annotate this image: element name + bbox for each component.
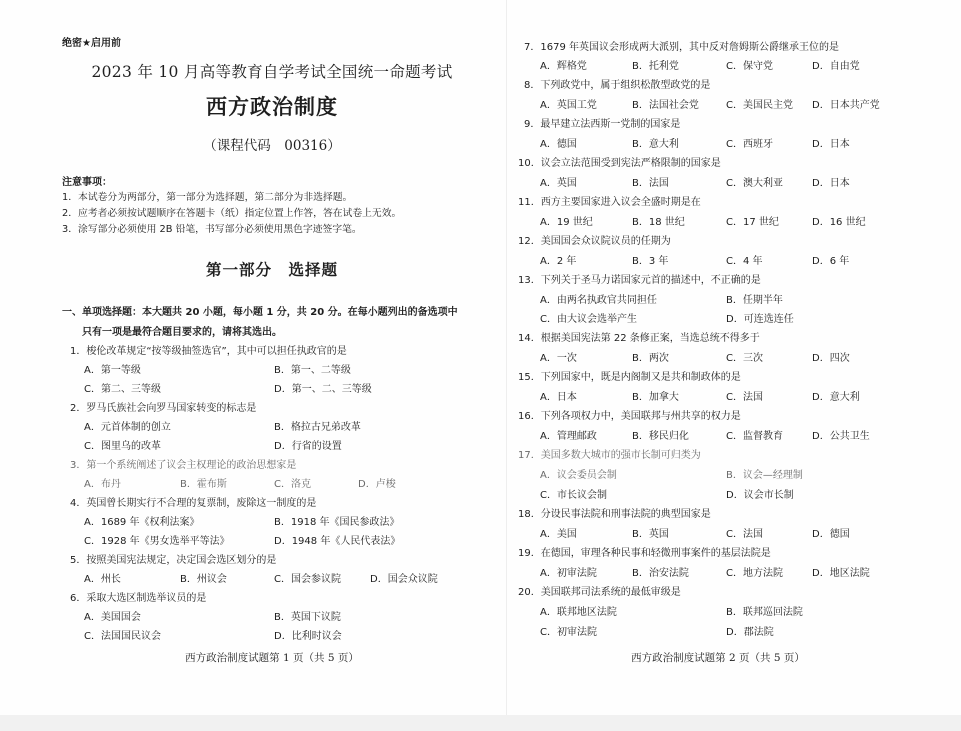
- question-20: 20．美国联邦司法系统的最低审级是: [518, 587, 681, 598]
- option-c: C．保守党: [726, 61, 773, 72]
- option-c: C．国会参议院: [274, 574, 341, 585]
- confidential-label: 绝密★启用前: [62, 38, 121, 49]
- option-a: A．州长: [84, 574, 121, 585]
- option-a: A．美国: [540, 529, 577, 540]
- option-a: A．第一等级: [84, 365, 141, 376]
- option-c: C．法国: [726, 392, 763, 403]
- question-4: 4．英国曾长期实行不合理的复票制，废除这一制度的是: [70, 498, 317, 509]
- notice-item: 1．本试卷分为两部分，第一部分为选择题，第二部分为非选择题。: [62, 192, 353, 203]
- option-a: A．管理邮政: [540, 431, 597, 442]
- option-b: B．任期半年: [726, 295, 783, 306]
- option-c: C．由大议会选举产生: [540, 314, 637, 325]
- exam-title: 2023 年 10 月高等教育自学考试全国统一命题考试: [91, 63, 453, 81]
- subject-title: 西方政治制度: [206, 95, 338, 119]
- option-c: C．初审法院: [540, 627, 597, 638]
- option-d: D．可连选连任: [726, 314, 794, 325]
- question-18: 18．分设民事法院和刑事法院的典型国家是: [518, 509, 711, 520]
- option-c: C．洛克: [274, 479, 311, 490]
- option-a: A．由两名执政官共同担任: [540, 295, 657, 306]
- question-9: 9．最早建立法西斯一党制的国家是: [524, 119, 681, 130]
- question-6: 6．采取大选区制选举议员的是: [70, 593, 207, 604]
- option-c: C．1928 年《男女选举平等法》: [84, 536, 230, 547]
- option-b: B．英国下议院: [274, 612, 341, 623]
- option-b: B．州议会: [180, 574, 227, 585]
- option-d: D．国会众议院: [370, 574, 438, 585]
- question-8: 8．下列政党中，属于组织松散型政党的是: [524, 80, 711, 91]
- option-a: A．初审法院: [540, 568, 597, 579]
- option-c: C．17 世纪: [726, 217, 779, 228]
- question-1: 1．梭伦改革规定“按等级抽签选官”，其中可以担任执政官的是: [70, 346, 347, 357]
- option-d: D．日本: [812, 178, 850, 189]
- option-a: A．德国: [540, 139, 577, 150]
- option-b: B．法国: [632, 178, 669, 189]
- option-a: A．1689 年《权利法案》: [84, 517, 200, 528]
- option-b: B．第一、二等级: [274, 365, 351, 376]
- option-a: A．美国国会: [84, 612, 141, 623]
- option-b: B．联邦巡回法院: [726, 607, 803, 618]
- question-11: 11．西方主要国家进入议会全盛时期是在: [518, 197, 701, 208]
- page-footer: 西方政治制度试题第 2 页（共 5 页）: [631, 652, 805, 664]
- option-a: A．19 世纪: [540, 217, 593, 228]
- option-d: D．卢梭: [358, 479, 396, 490]
- question-16: 16．下列各项权力中，美国联邦与州共享的权力是: [518, 411, 741, 422]
- option-c: C．4 年: [726, 256, 763, 267]
- option-d: D．自由党: [812, 61, 860, 72]
- question-13: 13．下列关于圣马力诺国家元首的描述中，不正确的是: [518, 275, 761, 286]
- page-footer: 西方政治制度试题第 1 页（共 5 页）: [185, 652, 359, 664]
- question-3: 3．第一个系统阐述了议会主权理论的政治思想家是: [70, 460, 297, 471]
- option-c: C．法国: [726, 529, 763, 540]
- option-a: A．辉格党: [540, 61, 587, 72]
- option-d: D．1948 年《人民代表法》: [274, 536, 401, 547]
- question-15: 15．下列国家中，既是内阁制又是共和制政体的是: [518, 372, 741, 383]
- option-a: A．布丹: [84, 479, 121, 490]
- option-b: B．两次: [632, 353, 669, 364]
- option-c: C．市长议会制: [540, 490, 607, 501]
- option-b: B．移民归化: [632, 431, 689, 442]
- option-c: C．三次: [726, 353, 763, 364]
- question-12: 12．美国国会众议院议员的任期为: [518, 236, 671, 247]
- option-c: C．图里乌的改革: [84, 441, 161, 452]
- option-c: C．西班牙: [726, 139, 773, 150]
- option-a: A．英国工党: [540, 100, 597, 111]
- option-d: D．第一、二、三等级: [274, 384, 372, 395]
- option-b: B．3 年: [632, 256, 669, 267]
- option-b: B．18 世纪: [632, 217, 685, 228]
- notice-item: 2．应考者必须按试题顺序在答题卡（纸）指定位置上作答，答在试卷上无效。: [62, 208, 402, 219]
- option-d: D．郡法院: [726, 627, 774, 638]
- option-c: C．美国民主党: [726, 100, 793, 111]
- option-c: C．法国国民议会: [84, 631, 161, 642]
- option-b: B．1918 年《国民参政法》: [274, 517, 400, 528]
- option-a: A．2 年: [540, 256, 577, 267]
- option-a: A．议会委员会制: [540, 470, 617, 481]
- option-d: D．地区法院: [812, 568, 870, 579]
- option-b: B．加拿大: [632, 392, 679, 403]
- notice-item: 3．涂写部分必须使用 2B 铅笔，书写部分必须使用黑色字迹签字笔。: [62, 224, 362, 235]
- course-code: （课程代码 00316）: [203, 138, 341, 154]
- option-d: D．意大利: [812, 392, 860, 403]
- option-d: D．德国: [812, 529, 850, 540]
- question-19: 19．在德国，审理各种民事和轻微刑事案件的基层法院是: [518, 548, 771, 559]
- option-b: B．意大利: [632, 139, 679, 150]
- option-a: A．英国: [540, 178, 577, 189]
- question-2: 2．罗马氏族社会向罗马国家转变的标志是: [70, 403, 257, 414]
- option-c: C．澳大利亚: [726, 178, 783, 189]
- section-instructions: 一、单项选择题：本大题共 20 小题，每小题 1 分，共 20 分。在每小题列出的备选项中: [62, 307, 458, 318]
- option-a: A．元首体制的创立: [84, 422, 171, 433]
- option-c: C．地方法院: [726, 568, 783, 579]
- question-5: 5．按照美国宪法规定，决定国会选区划分的是: [70, 555, 277, 566]
- question-14: 14．根据美国宪法第 22 条修正案，当选总统不得多于: [518, 333, 760, 344]
- option-d: D．比利时议会: [274, 631, 342, 642]
- option-d: D．16 世纪: [812, 217, 866, 228]
- section-instructions-cont: 只有一项是最符合题目要求的，请将其选出。: [82, 327, 282, 338]
- question-7: 7．1679 年英国议会形成两大派别，其中反对詹姆斯公爵继承王位的是: [524, 42, 839, 53]
- option-a: A．一次: [540, 353, 577, 364]
- option-d: D．6 年: [812, 256, 850, 267]
- question-17: 17．美国多数大城市的强市长制可归类为: [518, 450, 701, 461]
- option-b: B．治安法院: [632, 568, 689, 579]
- option-d: D．四次: [812, 353, 850, 364]
- option-b: B．法国社会党: [632, 100, 699, 111]
- option-b: B．议会—经理制: [726, 470, 803, 481]
- option-d: D．议会市长制: [726, 490, 794, 501]
- option-a: A．日本: [540, 392, 577, 403]
- option-a: A．联邦地区法院: [540, 607, 617, 618]
- option-b: B．格拉古兄弟改革: [274, 422, 361, 433]
- option-b: B．霍布斯: [180, 479, 227, 490]
- notice-heading: 注意事项：: [62, 177, 112, 188]
- question-10: 10．议会立法范围受到宪法严格限制的国家是: [518, 158, 721, 169]
- option-d: D．日本: [812, 139, 850, 150]
- part-title: 第一部分 选择题: [205, 261, 338, 279]
- option-b: B．托利党: [632, 61, 679, 72]
- option-c: C．监督教育: [726, 431, 783, 442]
- scan-edge: [0, 715, 961, 731]
- page-divider: [506, 0, 507, 731]
- option-d: D．公共卫生: [812, 431, 870, 442]
- option-d: D．行省的设置: [274, 441, 342, 452]
- option-c: C．第二、三等级: [84, 384, 161, 395]
- option-d: D．日本共产党: [812, 100, 880, 111]
- option-b: B．英国: [632, 529, 669, 540]
